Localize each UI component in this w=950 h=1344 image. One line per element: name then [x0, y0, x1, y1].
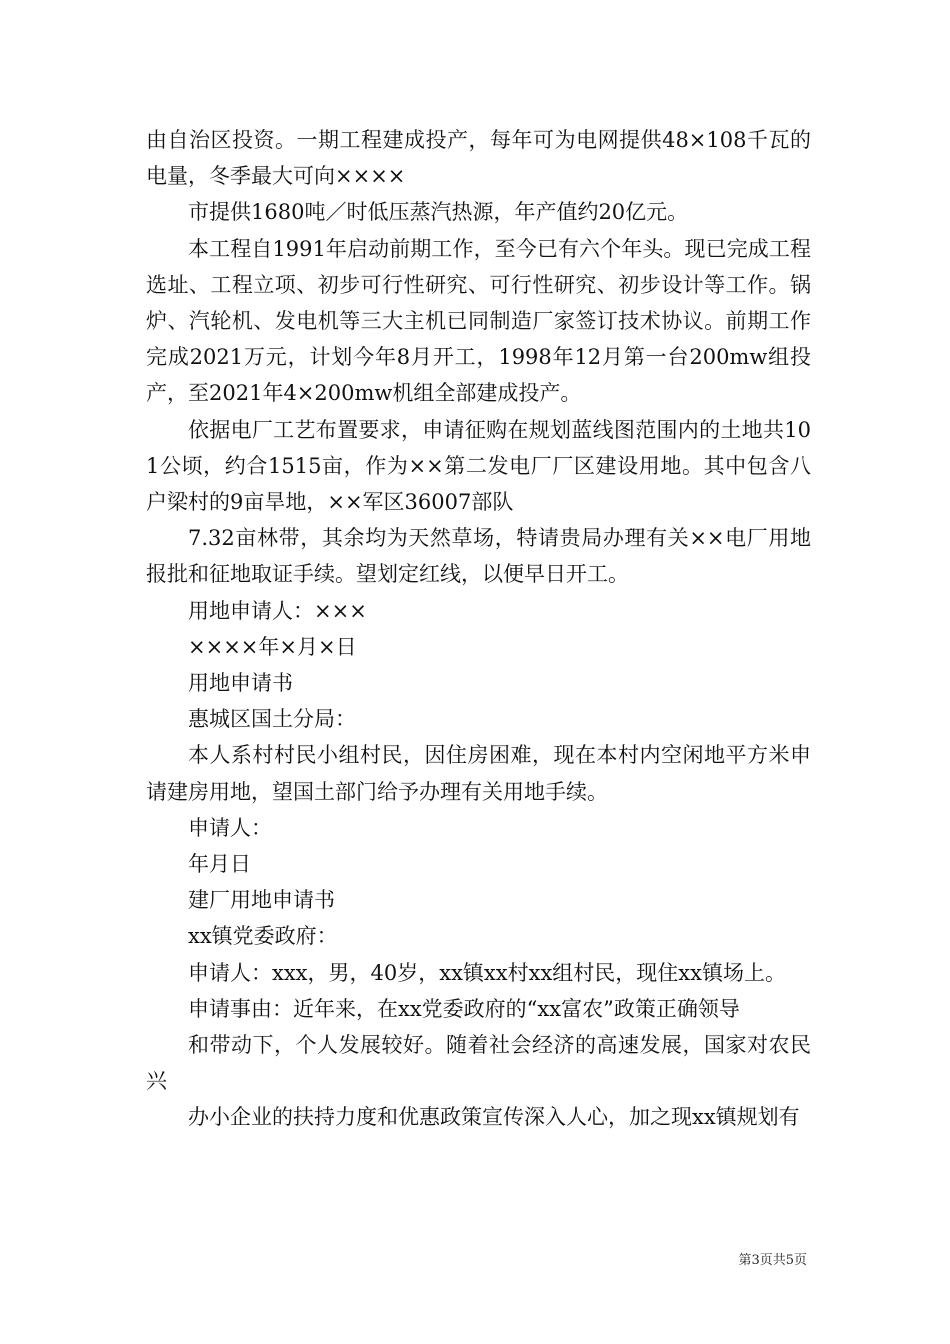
paragraph: 市提供1680吨／时低压蒸汽热源，年产值约20亿元。	[188, 200, 689, 225]
paragraph: 申请人：xxx，男，40岁，xx镇xx村xx组村民，现住xx镇场上。	[188, 960, 786, 985]
paragraph: 和带动下，个人发展较好。随着社会经济的高速发展，国家对农民兴	[146, 1033, 811, 1094]
paragraph: 本工程自1991年启动前期工作，至今已有六个年头。现已完成工程选址、工程立项、初步可行性研究、可行性研究、初步设计等工作。锅炉、汽轮机、发电机等三大主机已同制造厂家签订技术协议。前期工作完成2021万元，计划今年8月开工，1998年12月第一台200mw组投产，至2021年4×200mw机组全部建成投产。	[146, 236, 811, 406]
page-number-footer: 第3页共5页	[738, 1253, 807, 1268]
paragraph: 用地申请人：×××	[188, 598, 367, 623]
paragraph: 依据电厂工艺布置要求，申请征购在规划蓝线图范围内的土地共101公顷，约合1515亩，作为××第二发电厂厂区建设用地。其中包含八户梁村的9亩旱地，××军区36007部队	[146, 417, 811, 515]
paragraph: 年月日	[188, 852, 251, 877]
paragraph: 用地申请书	[188, 671, 293, 696]
paragraph: 惠城区国土分局：	[188, 707, 356, 732]
paragraph: 7.32亩林带，其余均为天然草场，特请贵局办理有关××电厂用地报批和征地取证手续。望划定红线，以便早日开工。	[146, 526, 811, 587]
paragraph: 办小企业的扶持力度和优惠政策宣传深入人心，加之现xx镇规划有	[188, 1105, 800, 1130]
paragraph: 本人系村村民小组村民，因住房困难，现在本村内空闲地平方米申请建房用地，望国土部门给予办理有关用地手续。	[146, 743, 811, 804]
paragraph: 申请人：	[188, 815, 272, 840]
paragraph: 申请事由：近年来，在xx党委政府的“xx富农”政策正确领导	[188, 996, 740, 1021]
paragraph: ××××年×月×日	[188, 634, 357, 659]
document-body	[146, 122, 811, 1136]
paragraph: xx镇党委政府：	[188, 924, 338, 949]
paragraph: 由自治区投资。一期工程建成投产，每年可为电网提供48×108千瓦的电量，冬季最大可向××××	[146, 128, 811, 189]
paragraph: 建厂用地申请书	[188, 888, 335, 913]
